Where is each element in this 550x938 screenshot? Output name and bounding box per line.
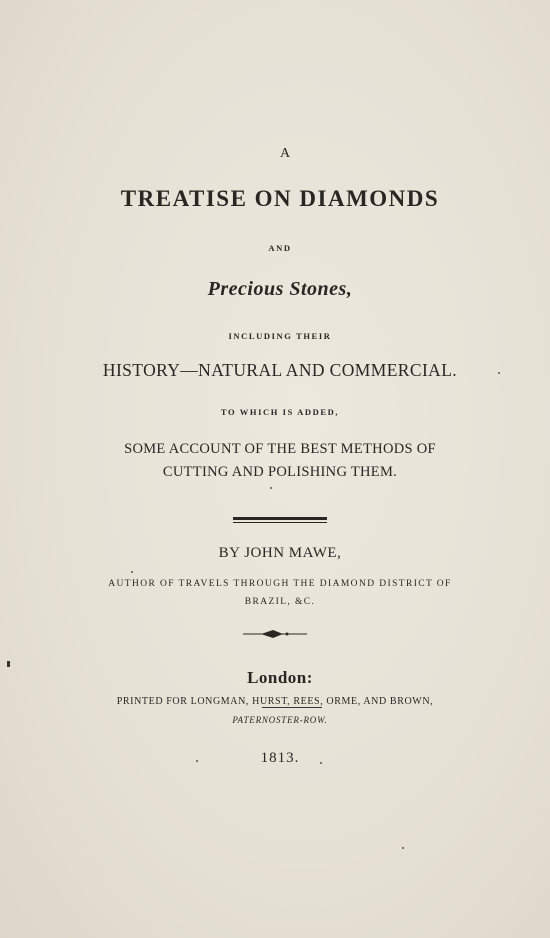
title-article: A (279, 146, 291, 161)
conjunction-and: AND (268, 243, 292, 253)
some-account-line: SOME ACCOUNT OF THE BEST METHODS OF (124, 441, 436, 457)
ink-speck (270, 487, 272, 489)
short-rule (262, 707, 322, 708)
subtitle-precious-stones: Precious Stones, (207, 278, 353, 300)
double-rule-divider (233, 517, 327, 523)
imprint-address: PATERNOSTER-ROW. (232, 715, 328, 725)
imprint-publishers: PRINTED FOR LONGMAN, HURST, REES, ORME, AND BROWN, (116, 696, 434, 707)
ink-speck (196, 760, 198, 762)
cutting-line: CUTTING AND POLISHING THEM. (162, 464, 398, 480)
ink-speck (498, 372, 500, 374)
ornament-rule (243, 628, 307, 640)
margin-mark (7, 661, 10, 667)
author-byline: BY JOHN MAWE, (218, 545, 342, 561)
publication-year: 1813. (260, 750, 300, 766)
ink-speck (131, 571, 133, 573)
ink-speck (402, 847, 404, 849)
author-description-line-1: AUTHOR OF TRAVELS THROUGH THE DIAMOND DISTRICT OF (108, 579, 452, 589)
to-which-line: TO WHICH IS ADDED, (220, 407, 340, 417)
history-line: HISTORY—NATURAL AND COMMERCIAL. (102, 360, 458, 380)
main-title: TREATISE ON DIAMONDS (120, 186, 440, 211)
author-description-line-2: BRAZIL, &C. (244, 597, 316, 607)
ink-speck (320, 762, 322, 764)
including-line: INCLUDING THEIR (228, 331, 332, 341)
imprint-place: London: (247, 668, 313, 687)
